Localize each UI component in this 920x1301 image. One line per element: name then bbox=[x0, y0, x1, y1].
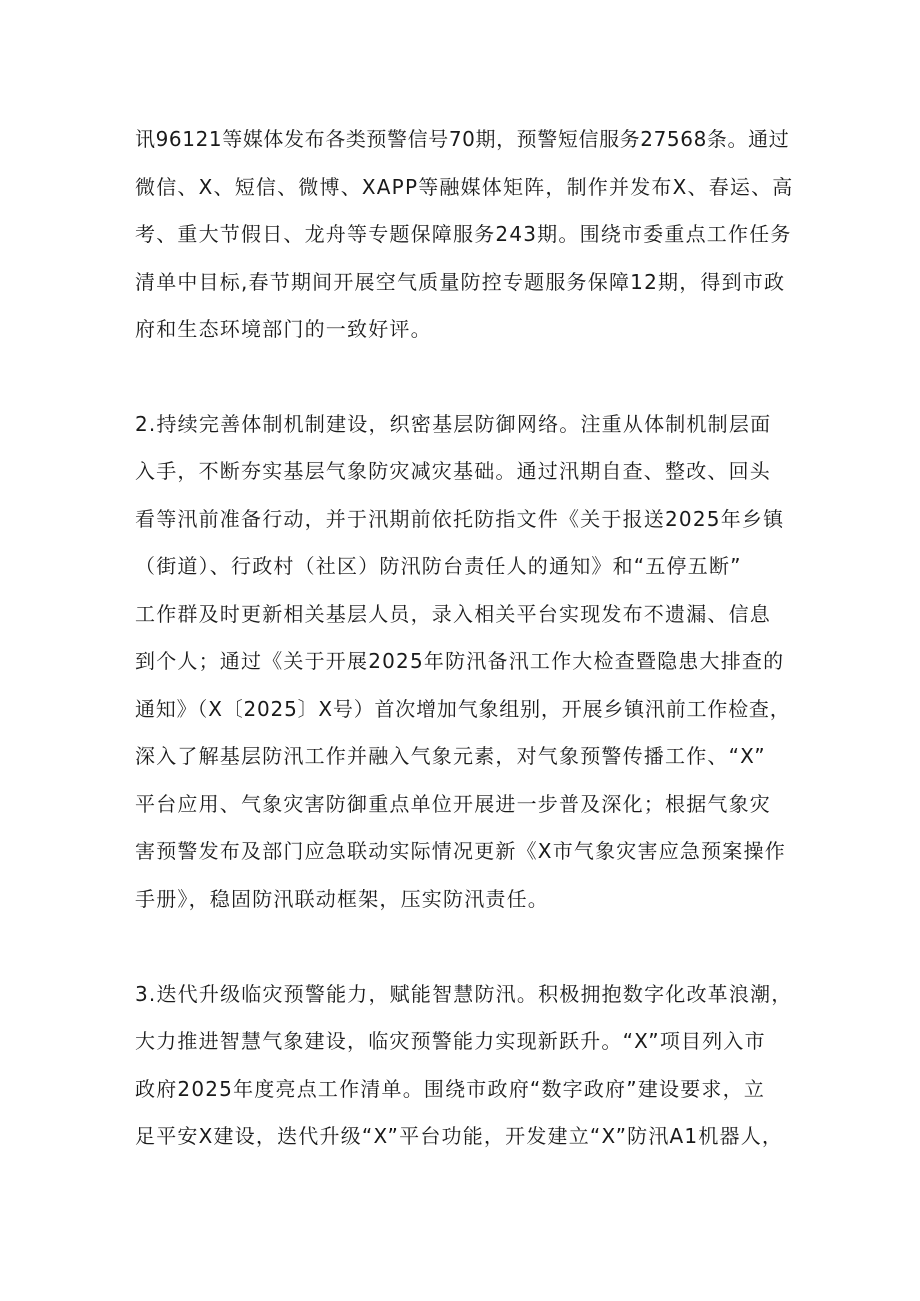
text-line: 害预警发布及部门应急联动实际情况更新《X市气象灾害应急预案操作 bbox=[135, 839, 786, 863]
text-line: 入手，不断夯实基层气象防灾减灾基础。通过汛期自查、整改、回头 bbox=[135, 459, 771, 483]
section-heading-line: 2.持续完善体制机制建设，织密基层防御网络。注重从体制机制层面 bbox=[135, 412, 772, 436]
text-line: 讯96121等媒体发布各类预警信号70期，预警短信服务27568条。通过 bbox=[135, 127, 790, 151]
text-line: 平台应用、气象灾害防御重点单位开展进一步普及深化；根据气象灾 bbox=[135, 792, 771, 816]
text-line: 足平安X建设，迭代升级“X”平台功能，开发建立“X”防汛A1机器人， bbox=[135, 1124, 784, 1148]
text-line: 深入了解基层防汛工作并融入气象元素，对气象预警传播工作、“X” bbox=[135, 744, 766, 768]
text-line: 微信、X、短信、微博、XAPP等融媒体矩阵，制作并发布X、春运、高 bbox=[135, 175, 794, 199]
text-line: 政府2025年度亮点工作清单。围绕市政府“数字政府”建设要求，立 bbox=[135, 1077, 766, 1101]
text-line: 大力推进智慧气象建设，临灾预警能力实现新跃升。“X”项目列入市 bbox=[135, 1029, 766, 1053]
text-line: 府和生态环境部门的一致好评。 bbox=[135, 317, 432, 341]
section-heading-line: 3.迭代升级临灾预警能力，赋能智慧防汛。积极拥抱数字化改革浪潮， bbox=[135, 982, 793, 1006]
text-line: 考、重大节假日、龙舟等专题保障服务243期。围绕市委重点工作任务 bbox=[135, 222, 792, 246]
text-line: 到个人；通过《关于开展2025年防汛备汛工作大检查暨隐患大排查的 bbox=[135, 649, 785, 673]
text-line: 看等汛前准备行动，并于汛期前依托防指文件《关于报送2025年乡镇 bbox=[135, 507, 785, 531]
text-line: 通知》（X〔2025〕X号）首次增加气象组别，开展乡镇汛前工作检查， bbox=[135, 697, 791, 721]
text-line: 手册》，稳固防汛联动框架，压实防汛责任。 bbox=[135, 887, 549, 911]
text-line: （街道）、行政村（社区）防汛防台责任人的通知》和“五停五断” bbox=[135, 554, 742, 578]
text-line: 清单中目标,春节期间开展空气质量防控专题服务保障12期，得到市政 bbox=[135, 270, 786, 294]
text-line: 工作群及时更新相关基层人员，录入相关平台实现发布不遗漏、信息 bbox=[135, 602, 771, 626]
